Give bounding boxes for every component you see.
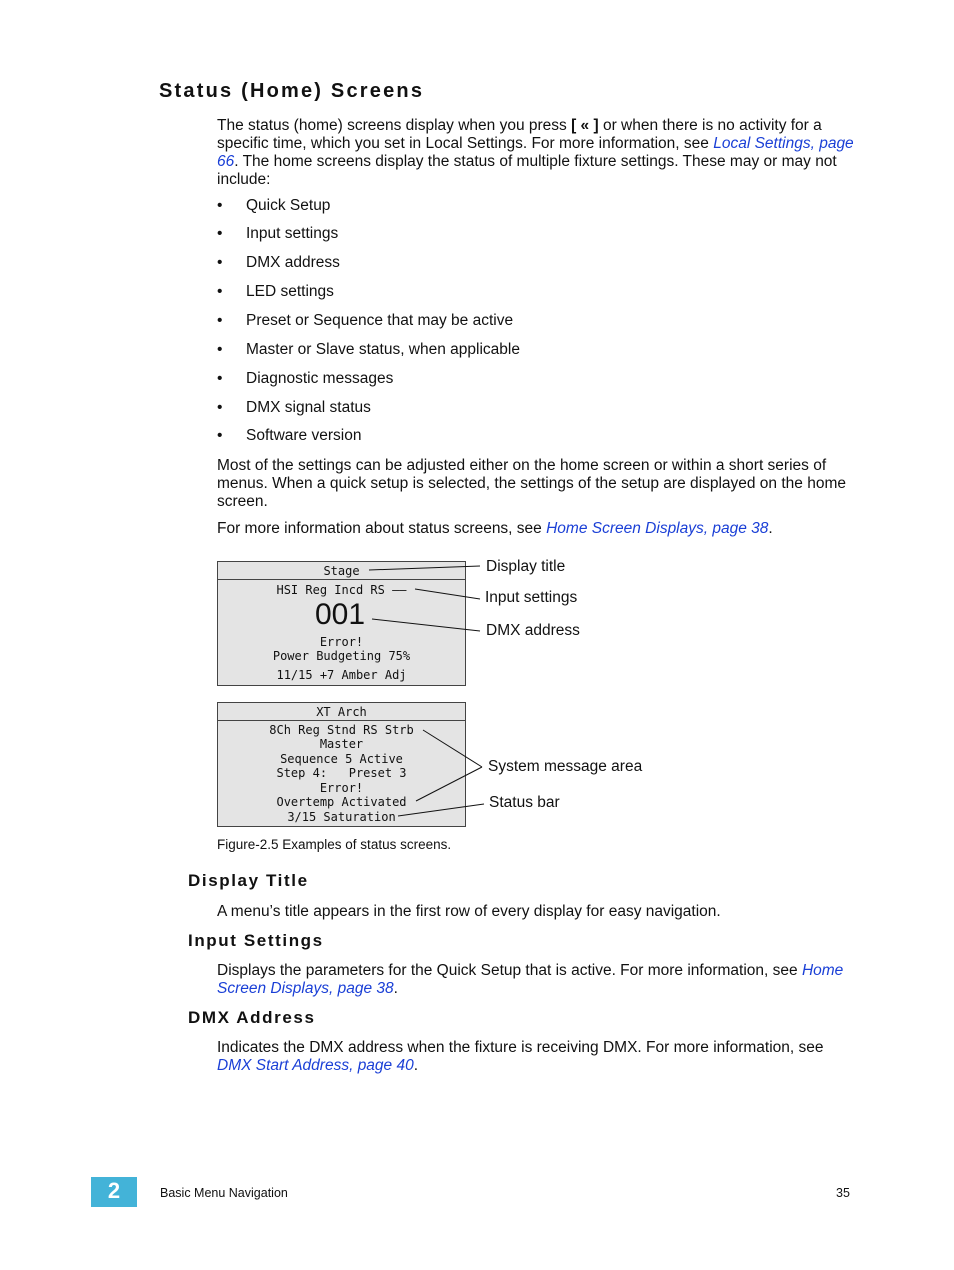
- page-title: Status (Home) Screens: [159, 80, 425, 102]
- more-info-text: For more information about status screens, see: [217, 520, 547, 537]
- leader-status-bar: [398, 804, 484, 816]
- lcd-line-3: Sequence 5 Active: [280, 752, 403, 766]
- chapter-tab: 2: [91, 1177, 137, 1207]
- lcd-display-title: Stage: [323, 564, 360, 578]
- section-text-dmx-address: [217, 1039, 857, 1075]
- lcd-dmx-address: 001: [315, 598, 366, 631]
- leader-system-message-top: [423, 730, 482, 767]
- intro-text-1: The status (home) screens display when you press: [217, 117, 572, 134]
- leader-display-title: [369, 566, 480, 570]
- settings-paragraph: Most of the settings can be adjusted either on the home screen or within a short series of menus. When a quick setup is selected, the settings of the setup are displayed on the home screen.: [217, 457, 846, 510]
- lcd-message-1: Error!: [319, 635, 364, 649]
- list-item-text: Preset or Sequence that may be active: [246, 312, 514, 329]
- bullet-marker: •: [217, 197, 223, 214]
- bullet-marker: •: [217, 283, 223, 300]
- dmx-start-address-link[interactable]: DMX Start Address, page 40: [217, 1057, 414, 1074]
- list-item-text: Software version: [246, 427, 362, 444]
- list-item-text: DMX address: [246, 254, 340, 271]
- lcd-line-4: Step 4: Preset 3: [276, 766, 407, 780]
- lcd-display-title: XT Arch: [316, 705, 367, 719]
- section-text-input-settings: [217, 962, 853, 998]
- lcd-status-bar: 3/15 Saturation: [287, 810, 396, 824]
- list-item-text: LED settings: [246, 283, 334, 300]
- bullet-marker: •: [217, 427, 223, 444]
- lcd-message-2: Power Budgeting 75%: [272, 649, 411, 663]
- page-number: 35: [836, 1186, 850, 1200]
- back-key-icon: [ « ]: [571, 117, 599, 134]
- callout-input-settings: Input settings: [485, 589, 578, 606]
- bullet-marker: •: [217, 254, 223, 271]
- callout-system-message-area: System message area: [488, 758, 643, 775]
- section-heading-dmx-address: DMX Address: [188, 1008, 316, 1027]
- intro-text-3: . The home screens display the status of multiple fixture settings. These may or may not include:: [217, 153, 837, 188]
- input-settings-text: Displays the parameters for the Quick Setup that is active. For more information, see: [217, 962, 802, 979]
- leader-input-settings: [415, 589, 480, 599]
- section-heading-input-settings: Input Settings: [188, 931, 324, 950]
- list-item-text: DMX signal status: [246, 399, 371, 416]
- lcd-line-1: 8Ch Reg Stnd RS Strb: [269, 723, 414, 737]
- period: .: [413, 1057, 419, 1074]
- local-settings-link[interactable]: Local Settings, page 66: [217, 135, 854, 170]
- leader-dmx-address: [372, 619, 480, 631]
- list-item-text: Master or Slave status, when applicable: [246, 341, 520, 358]
- period: .: [393, 980, 398, 997]
- lcd-line-6: Overtemp Activated: [276, 795, 407, 809]
- lcd-line-5: Error!: [319, 781, 364, 795]
- home-screen-displays-link[interactable]: Home Screen Displays, page 38: [546, 520, 769, 537]
- footer-section-title: Basic Menu Navigation: [160, 1186, 288, 1200]
- home-screen-displays-link-2[interactable]: Home Screen Displays, page 38: [217, 962, 844, 997]
- lcd-line-2: Master: [319, 737, 364, 751]
- bullet-marker: •: [217, 312, 223, 329]
- bullet-marker: •: [217, 341, 223, 358]
- callout-display-title: Display title: [486, 558, 566, 575]
- intro-text-2: or when there is no activity for a specific time, which you set in Local Settings. For more information, see: [217, 117, 822, 152]
- bullet-marker: •: [217, 225, 223, 242]
- period: .: [768, 520, 773, 537]
- list-item-text: Diagnostic messages: [246, 370, 394, 387]
- callout-status-bar: Status bar: [489, 794, 560, 811]
- leader-system-message-bottom: [416, 767, 482, 801]
- callout-dmx-address: DMX address: [486, 622, 580, 639]
- figure-caption: Figure-2.5 Examples of status screens.: [217, 837, 452, 852]
- section-heading-display-title: Display Title: [188, 871, 309, 890]
- dmx-address-text: Indicates the DMX address when the fixture is receiving DMX. For more information, see: [217, 1039, 824, 1056]
- list-item-text: Input settings: [246, 225, 339, 242]
- lcd-status-bar: 11/15 +7 Amber Adj: [276, 668, 407, 682]
- bullet-marker: •: [217, 370, 223, 387]
- list-item-text: Quick Setup: [246, 197, 331, 214]
- lcd-input-settings: HSI Reg Incd RS ––: [276, 583, 407, 597]
- section-text-display-title: A menu’s title appears in the first row of every display for easy navigation.: [217, 903, 721, 920]
- bullet-marker: •: [217, 399, 223, 416]
